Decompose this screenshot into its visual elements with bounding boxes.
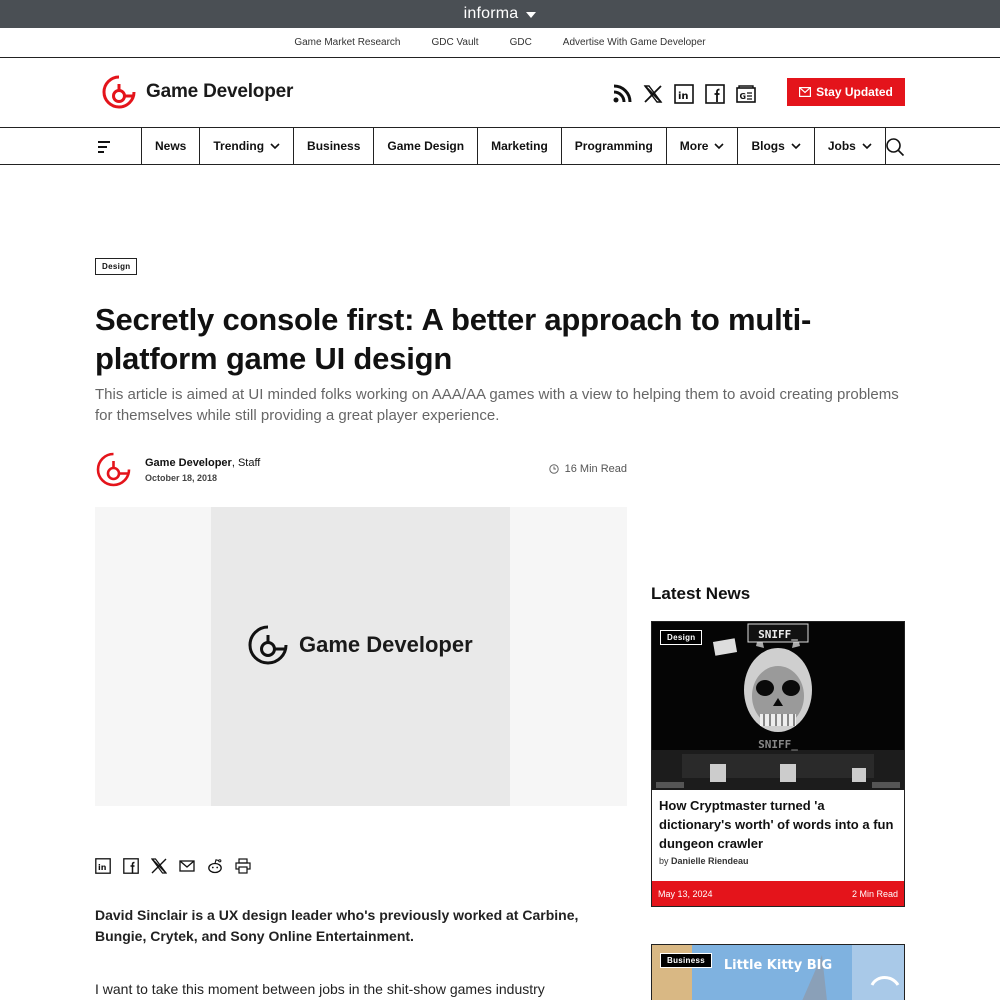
search-icon[interactable]	[885, 137, 905, 157]
linkedin-icon[interactable]	[673, 83, 694, 104]
author-line	[145, 457, 260, 469]
utility-links	[0, 28, 1000, 58]
news-card-author[interactable]: Danielle Riendeau	[671, 856, 749, 866]
share-reddit-icon[interactable]	[207, 858, 223, 874]
read-time	[549, 463, 627, 475]
svg-text:in: in	[98, 863, 107, 872]
news-card[interactable]	[651, 944, 905, 1000]
news-card-read-time: 2 Min Read	[851, 888, 898, 899]
hero-logo	[247, 624, 473, 666]
nav-jobs[interactable]	[815, 128, 886, 164]
hero-logo-text: Game Developer	[299, 632, 473, 657]
nav-business[interactable]	[294, 128, 374, 164]
nav-news[interactable]	[142, 128, 200, 164]
x-icon[interactable]	[642, 83, 663, 104]
nav-business-label: Business	[307, 139, 361, 153]
nav-news-label: News	[155, 139, 187, 153]
news-card-image	[652, 945, 904, 1000]
news-card-footer	[652, 881, 904, 906]
google-news-icon[interactable]	[735, 83, 756, 104]
author-name[interactable]: Game Developer	[145, 457, 232, 469]
nav-game-design-label: Game Design	[387, 139, 465, 153]
menu-icon[interactable]	[96, 138, 114, 156]
hero-image	[95, 507, 627, 806]
share-linkedin-icon[interactable]	[95, 858, 111, 874]
game-developer-logo-icon	[247, 624, 289, 666]
latest-news-title: Latest News	[651, 584, 751, 603]
caret-down-icon[interactable]	[526, 12, 536, 18]
nav-marketing-label: Marketing	[491, 139, 548, 153]
article-title: Secretly console first: A better approach to multi-platform game UI design	[95, 302, 812, 376]
print-icon[interactable]	[235, 858, 251, 874]
news-card-image	[652, 622, 904, 790]
nav-blogs-label: Blogs	[751, 139, 785, 153]
news-card-by-prefix: by	[659, 856, 672, 866]
chevron-down-icon	[270, 143, 280, 150]
rss-icon[interactable]	[611, 83, 632, 104]
image-text-mid: SNIFF_	[758, 738, 798, 751]
mail-icon	[799, 87, 811, 97]
article-intro: David Sinclair is a UX design leader who's previously worked at Carbine, Bungie, Crytek, and Sony Online Entertainment.	[95, 907, 579, 944]
nav-marketing[interactable]	[478, 128, 562, 164]
social-links	[611, 83, 756, 104]
link-game-market-research[interactable]: Game Market Research	[294, 37, 401, 48]
share-email-icon[interactable]	[179, 858, 195, 874]
share-x-icon[interactable]	[151, 858, 167, 874]
image-text-top: SNIFF_	[758, 628, 798, 641]
site-name: Game Developer	[146, 81, 294, 102]
read-time-label: 16 Min Read	[564, 463, 627, 475]
share-row	[95, 858, 251, 874]
masthead	[0, 58, 1000, 128]
nav-blogs[interactable]	[738, 128, 814, 164]
link-gdc-vault[interactable]: GDC Vault	[431, 37, 479, 48]
nav-trending[interactable]	[200, 128, 294, 164]
nav-trending-label: Trending	[213, 139, 265, 153]
author-role: , Staff	[231, 457, 261, 469]
nav-more[interactable]	[667, 128, 739, 164]
clock-icon	[549, 464, 559, 474]
main-nav	[0, 128, 1000, 165]
news-card[interactable]	[651, 621, 905, 907]
image-text: Little Kitty BIG	[723, 958, 833, 973]
informa-bar[interactable]	[0, 0, 1000, 28]
news-card-title[interactable]: How Cryptmaster turned 'a dictionary's worth' of words into a fun dungeon crawler	[659, 798, 894, 851]
svg-text:in: in	[677, 90, 689, 102]
publish-date: October 18, 2018	[145, 473, 218, 483]
chevron-down-icon	[791, 143, 801, 150]
site-logo[interactable]	[101, 74, 293, 110]
cryptmaster-art	[652, 622, 904, 790]
news-card-category[interactable]: Design	[660, 630, 702, 645]
nav-programming[interactable]	[562, 128, 667, 164]
svg-text:G: G	[739, 91, 746, 101]
nav-more-label: More	[679, 139, 709, 153]
article-dek: This article is aimed at UI minded folks working on AAA/AA games with a view to helping them to avoid creating problems for themselves while still providing a great player experience.	[95, 386, 899, 424]
category-tag[interactable]: Design	[95, 258, 137, 275]
news-card-byline	[659, 856, 749, 866]
link-gdc[interactable]: GDC	[509, 37, 532, 48]
nav-items	[141, 128, 886, 164]
link-advertise[interactable]: Advertise With Game Developer	[562, 37, 706, 48]
facebook-icon[interactable]	[704, 83, 725, 104]
chevron-down-icon	[862, 143, 872, 150]
news-card-date: May 13, 2024	[658, 888, 713, 899]
news-card-category[interactable]: Business	[660, 953, 712, 968]
nav-game-design[interactable]	[374, 128, 478, 164]
nav-programming-label: Programming	[574, 139, 653, 153]
informa-brand[interactable]: informa	[463, 5, 519, 22]
byline	[95, 451, 627, 489]
share-facebook-icon[interactable]	[123, 858, 139, 874]
stay-updated-button[interactable]	[787, 78, 905, 106]
chevron-down-icon	[714, 143, 724, 150]
stay-updated-label: Stay Updated	[816, 85, 893, 99]
author-avatar[interactable]	[95, 451, 132, 488]
article-body: I want to take this moment between jobs in the shit-show games industry	[95, 981, 545, 997]
game-developer-logo-icon	[101, 74, 137, 110]
nav-jobs-label: Jobs	[827, 139, 856, 153]
